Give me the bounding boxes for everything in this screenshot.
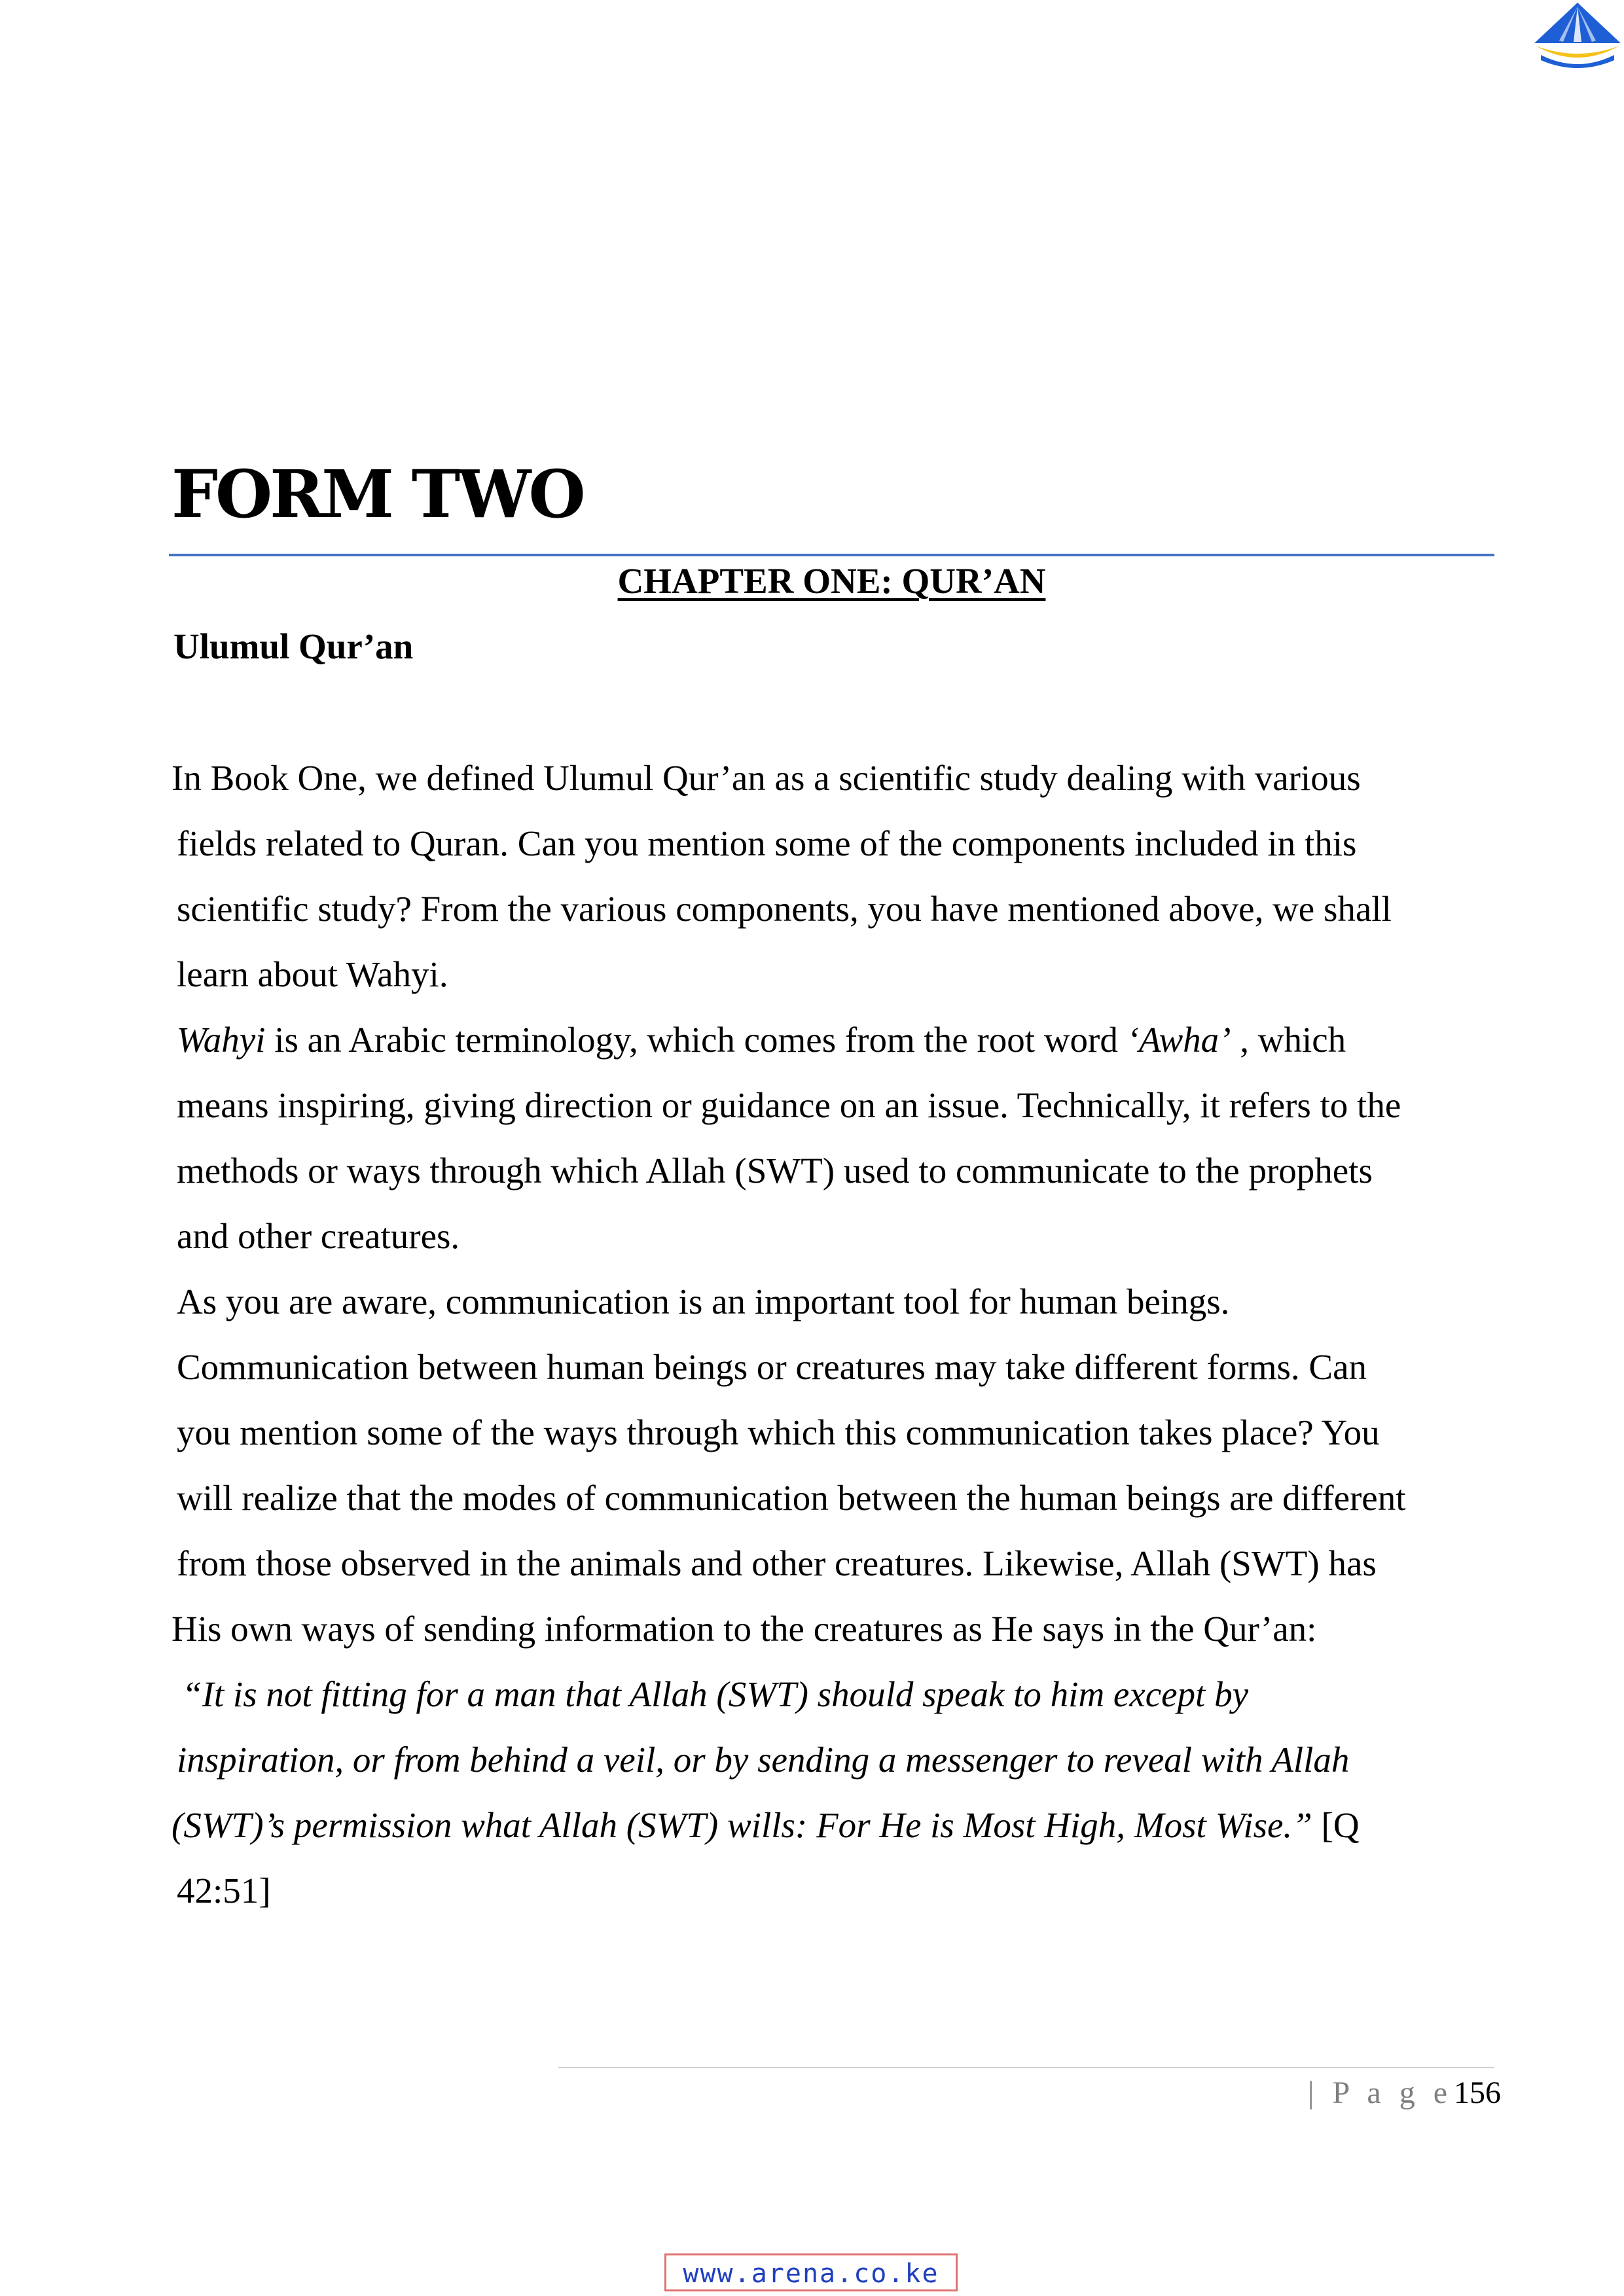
quote-line: “It is not fitting for a man that Allah (SWT) should speak to him except by [182,1674,1248,1714]
section-heading: Ulumul Qur’an [173,626,414,666]
quote-reference: [Q [1312,1805,1360,1845]
body-line: As you are aware, communication is an important tool for human beings. [177,1282,1230,1321]
body-line: and other creatures. [177,1216,460,1256]
form-title: FORM TWO [171,456,583,533]
body-line: His own ways of sending information to the creatures as He says in the Qur’an: [171,1609,1317,1649]
page-number [1308,2072,1501,2114]
body-line: In Book One, we defined Ulumul Qur’an as a scientific study dealing with various [171,758,1361,798]
term-wahyi: Wahyi [177,1020,266,1060]
quote-line: (SWT)’s permission what Allah (SWT) wills: For He is Most High, Most Wise.” [Q [171,1805,1360,1845]
body-line: means inspiring, giving direction or guidance on an issue. Technically, it refers to the [177,1085,1401,1125]
page-number-value: 156 [1454,2075,1501,2110]
chapter-heading: CHAPTER ONE: QUR’AN [617,561,1046,601]
body-line: fields related to Quran. Can you mention some of the components included in this [177,823,1357,863]
body-line: will realize that the modes of communication between the human beings are different [177,1478,1406,1518]
body-line: from those observed in the animals and other creatures. Likewise, Allah (SWT) has [177,1543,1377,1583]
quote-reference: 42:51] [177,1871,271,1910]
website-watermark[interactable]: www.arena.co.ke [664,2253,958,2291]
body-line: Communication between human beings or creatures may take different forms. Can [177,1347,1367,1387]
body-line: learn about Wahyi. [177,954,448,994]
publisher-logo-icon [1532,0,1623,77]
body-line: you mention some of the ways through which this communication takes place? You [177,1412,1380,1452]
title-rule [169,554,1494,556]
footer-rule [558,2067,1494,2068]
quote-line: inspiration, or from behind a veil, or by sending a messenger to reveal with Allah [177,1740,1350,1780]
body-line-wahyi: Wahyi is an Arabic terminology, which comes from the root word ‘Awha’ , which [177,1020,1346,1060]
term-awha: ‘Awha’ [1127,1020,1231,1060]
body-line: scientific study? From the various components, you have mentioned above, we shall [177,889,1392,929]
page-label: | P a g e [1307,2075,1453,2110]
body-line: methods or ways through which Allah (SWT) used to communicate to the prophets [177,1151,1373,1191]
